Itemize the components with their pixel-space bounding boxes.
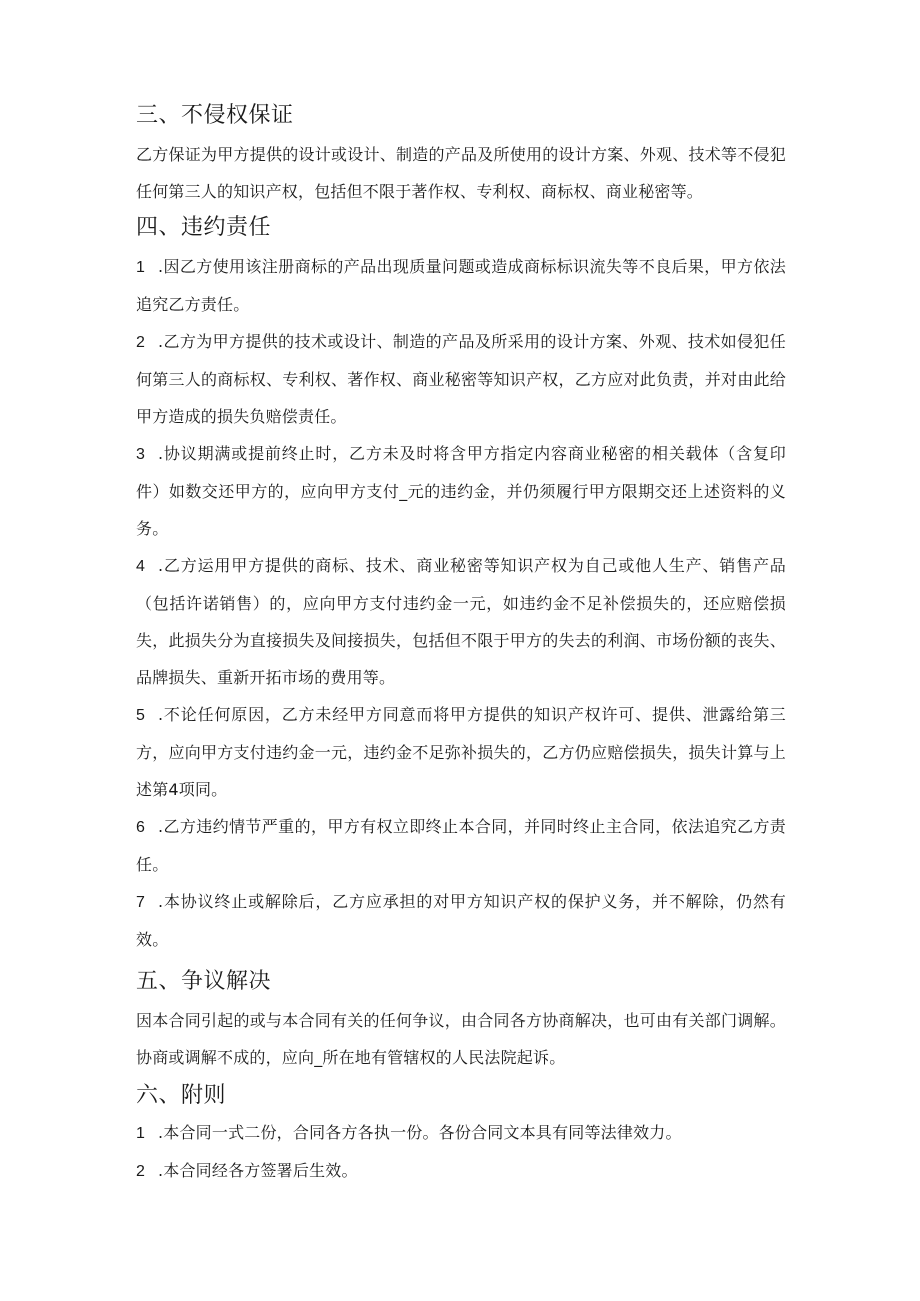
item-number: 7: [136, 894, 146, 911]
list-item: [136, 1114, 786, 1152]
item-text: .乙方违约情节严重的，甲方有权立即终止本合同，并同时终止主合同，依法追究乙方责任。: [136, 817, 786, 874]
item-number: 2: [136, 334, 146, 351]
item-number: 1: [136, 259, 146, 276]
item-number: 1: [136, 1125, 146, 1142]
section-6-list: [136, 1114, 786, 1190]
item-number: 2: [136, 1163, 146, 1180]
item-number: 6: [136, 819, 146, 836]
section-4-list: [136, 248, 786, 958]
item-text: .本合同一式二份，合同各方各执一份。各份合同文本具有同等法律效力。: [158, 1123, 682, 1142]
item-text: .乙方为甲方提供的技术或设计、制造的产品及所采用的设计方案、外观、技术如侵犯任何第三人的商标权、专利权、著作权、商业秘密等知识产权，乙方应对此负责，并对由此给甲方造成的损失负赔偿责任。: [136, 332, 786, 426]
list-item: [136, 547, 786, 696]
list-item: [136, 808, 786, 883]
list-item: [136, 883, 786, 958]
item-text: .本协议终止或解除后，乙方应承担的对甲方知识产权的保护义务，并不解除，仍然有效。: [136, 892, 786, 949]
section-3-paragraph: 乙方保证为甲方提供的设计或设计、制造的产品及所使用的设计方案、外观、技术等不侵犯任何第三人的知识产权，包括但不限于著作权、专利权、商标权、商业秘密等。: [136, 145, 786, 201]
item-text: .本合同经各方签署后生效。: [158, 1161, 358, 1180]
item-text: .协议期满或提前终止时，乙方未及时将含甲方指定内容商业秘密的相关载体（含复印件）如数交还甲方的，应向甲方支付_元的违约金，并仍须履行甲方限期交还上述资料的义务。: [136, 444, 786, 538]
list-item: [136, 696, 786, 808]
section-3-heading: 三、不侵权保证: [136, 103, 294, 128]
item-number: 5: [136, 707, 146, 724]
item-text: .不论任何原因，乙方未经甲方同意而将甲方提供的知识产权许可、提供、泄露给第三方，应向甲方支付违约金一元，违约金不足弥补损失的，乙方仍应赔偿损失，损失计算与上述第4项同。: [136, 705, 786, 799]
section-5-paragraph: 因本合同引起的或与本合同有关的任何争议，由合同各方协商解决，也可由有关部门调解。协商或调解不成的，应向_所在地有管辖权的人民法院起诉。: [136, 1011, 786, 1067]
item-number: 3: [136, 446, 146, 463]
item-text: .乙方运用甲方提供的商标、技术、商业秘密等知识产权为自己或他人生产、销售产品（包括许诺销售）的，应向甲方支付违约金一元，如违约金不足补偿损失的，还应赔偿损失，此损失分为直接损失及间接损失，包括但不限于甲方的失去的利润、市场份额的丧失、品牌损失、重新开拓市场的费用等。: [136, 556, 786, 687]
list-item: [136, 1152, 786, 1190]
item-number: 4: [136, 558, 146, 575]
item-text: .因乙方使用该注册商标的产品出现质量问题或造成商标标识流失等不良后果，甲方依法追究乙方责任。: [136, 257, 786, 314]
section-6-heading: 六、附则: [136, 1083, 227, 1108]
section-4-heading: 四、违约责任: [136, 215, 272, 240]
contract-page: [136, 96, 786, 1190]
list-item: [136, 435, 786, 547]
section-5-heading: 五、争议解决: [136, 969, 272, 994]
list-item: [136, 323, 786, 435]
list-item: [136, 248, 786, 323]
